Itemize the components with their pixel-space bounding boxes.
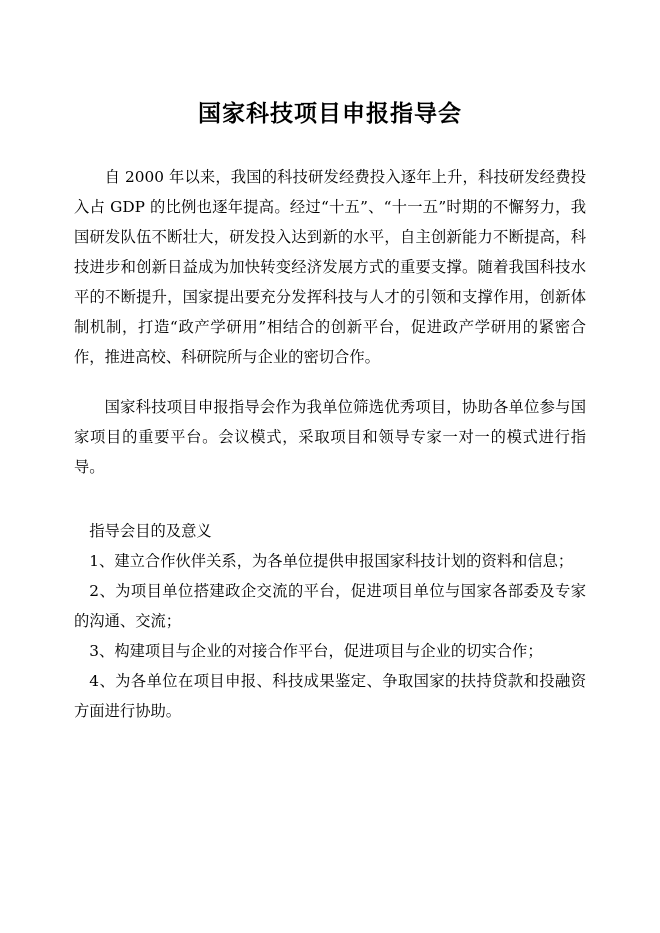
paragraph-intro: 自 2000 年以来，我国的科技研发经费投入逐年上升，科技研发经费投入占 GDP 的比例也逐年提高。经过“十五”、“十一五”时期的不懈努力，我国研发队伍不断壮大，研发投入达到新的水平，自主创新能力不断提高，科技进步和创新日益成为加快转变经济发展方式的重要支撑。随着我国科技水平的不断提升，国家提出要充分发挥科技与人才的引领和支撑作用，创新体制机制，打造“政产学研用”相结合的创新平台，促进政产学研用的紧密合作，推进高校、科研院所与企业的密切合作。 — [74, 168, 586, 366]
list-item: 2、为项目单位搭建政企交流的平台，促进项目单位与国家各部委及专家的沟通、交流； — [74, 582, 586, 630]
page-title: 国家科技项目申报指导会 — [198, 100, 462, 127]
list-item: 1、建立合作伙伴关系，为各单位提供申报国家科技计划的资料和信息； — [89, 552, 574, 570]
section-spacer — [74, 508, 586, 516]
list-item: 4、为各单位在项目申报、科技成果鉴定、争取国家的扶持贷款和投融资方面进行协助。 — [74, 672, 586, 720]
section-heading-purpose: 指导会目的及意义 — [89, 522, 212, 540]
list-item: 3、构建项目与企业的对接合作平台，促进项目与企业的切实合作； — [89, 642, 543, 660]
paragraph-platform: 国家科技项目申报指导会作为我单位筛选优秀项目，协助各单位参与国家项目的重要平台。会议模式，采取项目和领导专家一对一的模式进行指导。 — [74, 398, 586, 476]
